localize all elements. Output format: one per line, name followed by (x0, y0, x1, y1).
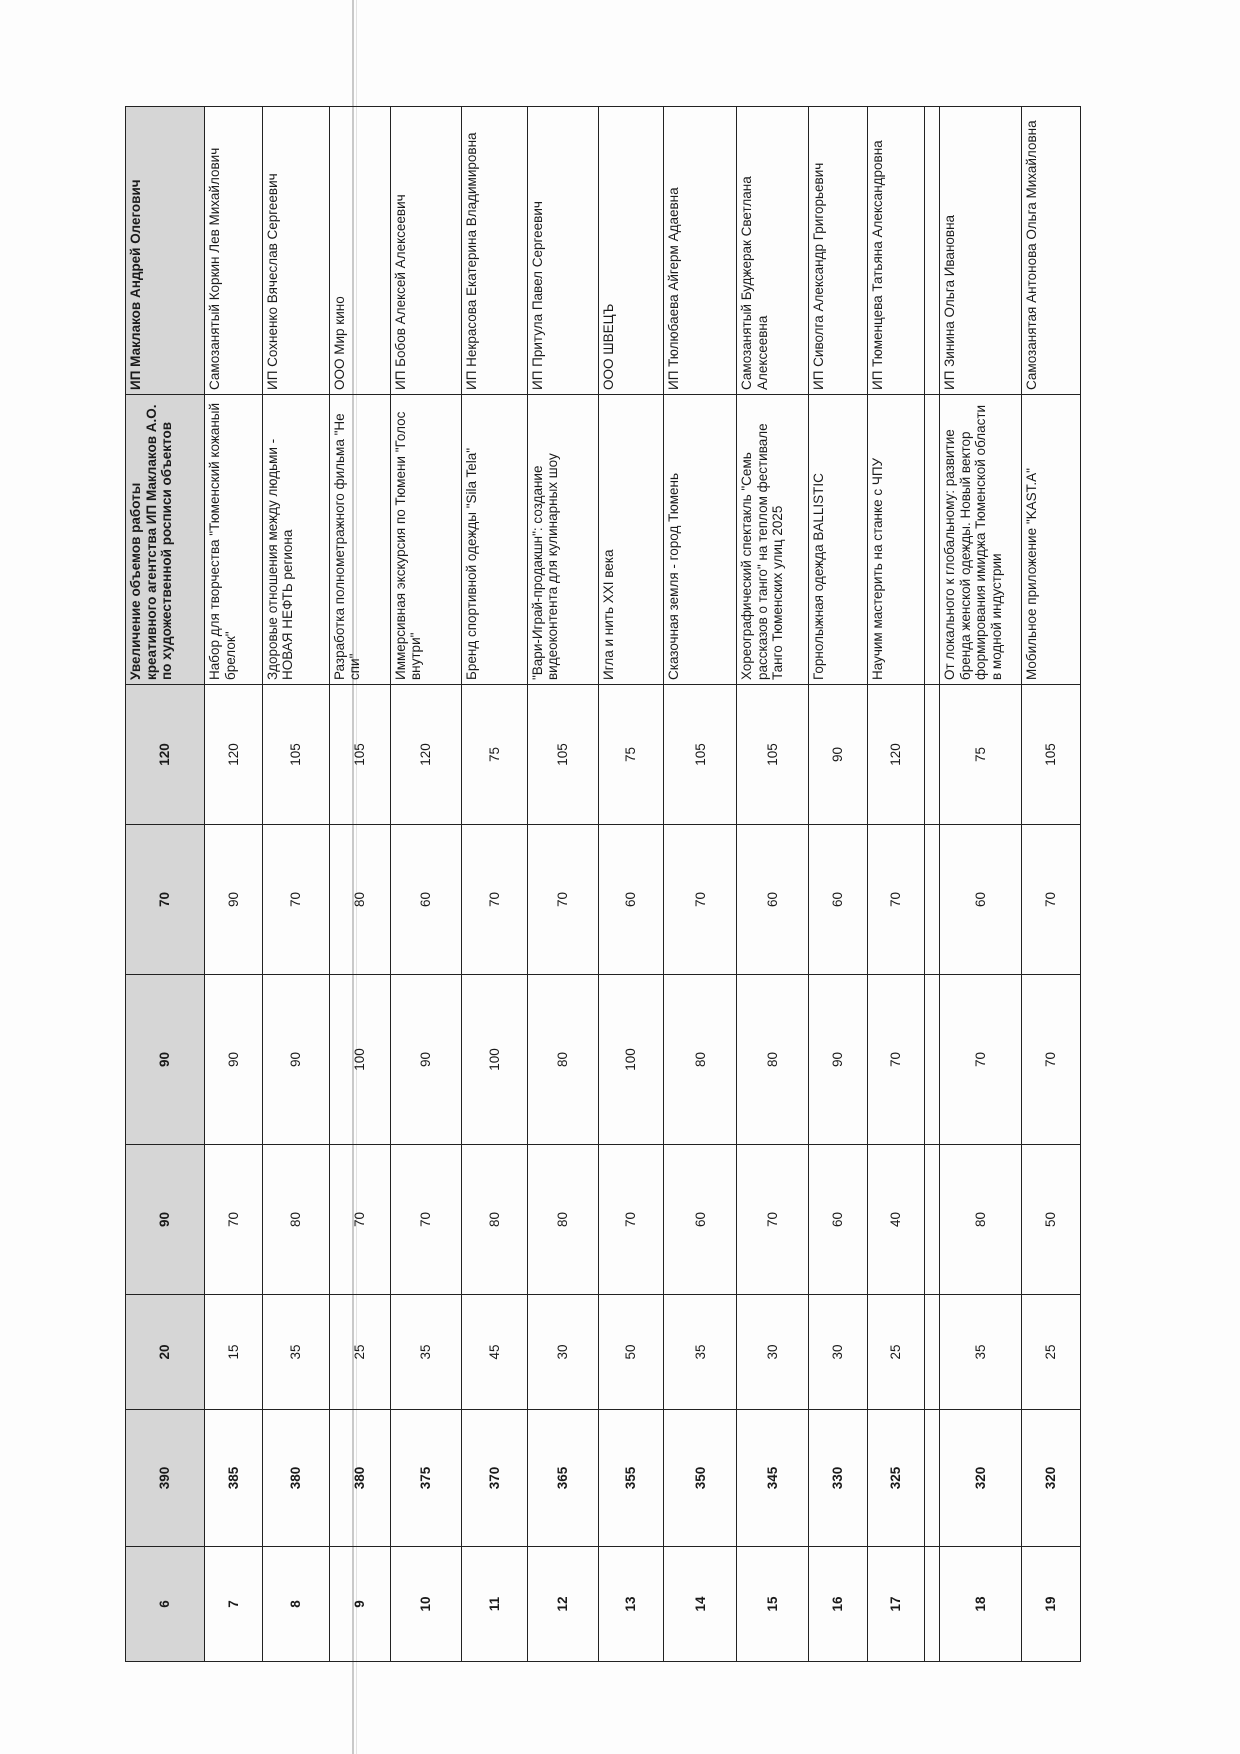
project-title-cell: Мобильное приложение "KAST.A" (1021, 395, 1080, 685)
score-cell: 90 (390, 975, 461, 1145)
score-cell: 30 (527, 1295, 598, 1410)
empty-cell (924, 1547, 939, 1662)
row-number-cell: 15 (737, 1547, 808, 1662)
score-cell: 35 (664, 1295, 737, 1410)
project-title-cell: Игла и нить XXI века (598, 395, 663, 685)
applicant-name-cell: ИП Тюлюбаева Айгерм Адаевна (664, 107, 737, 395)
row-number-cell: 17 (867, 1547, 924, 1662)
score-cell: 70 (867, 825, 924, 975)
row-number-cell: 13 (598, 1547, 663, 1662)
table-row (808, 107, 867, 1662)
score-cell: 60 (737, 825, 808, 975)
score-cell: 120 (126, 685, 205, 825)
project-title-cell: Горнолыжная одежда BALLISTIC (808, 395, 867, 685)
total-score-cell: 365 (527, 1410, 598, 1547)
score-cell: 105 (737, 685, 808, 825)
score-cell: 60 (940, 825, 1022, 975)
score-cell: 105 (329, 685, 390, 825)
row-number-cell: 10 (390, 1547, 461, 1662)
empty-row (924, 107, 939, 1662)
score-cell: 120 (205, 685, 262, 825)
project-title-cell: От локального к глобальному: развитие бренда женской одежды. Новый вектор формирования имиджа Тюменской области в модной индустрии (940, 395, 1022, 685)
row-number-cell: 14 (664, 1547, 737, 1662)
total-score-cell: 355 (598, 1410, 663, 1547)
empty-cell (924, 395, 939, 685)
score-cell: 35 (940, 1295, 1022, 1410)
table-row (598, 107, 663, 1662)
score-cell: 90 (126, 1145, 205, 1295)
score-cell: 80 (462, 1145, 527, 1295)
score-cell: 70 (390, 1145, 461, 1295)
score-cell: 80 (527, 975, 598, 1145)
applicant-name-cell: ИП Притула Павел Сергеевич (527, 107, 598, 395)
project-title-cell: Научим мастерить на станке с ЧПУ (867, 395, 924, 685)
score-cell: 30 (808, 1295, 867, 1410)
rotated-table-wrapper (125, 107, 1081, 1662)
score-cell: 80 (940, 1145, 1022, 1295)
total-score-cell: 375 (390, 1410, 461, 1547)
empty-cell (924, 685, 939, 825)
score-cell: 80 (527, 1145, 598, 1295)
applicant-name-cell: Самозанятая Антонова Ольга Михайловна (1021, 107, 1080, 395)
score-cell: 35 (390, 1295, 461, 1410)
score-cell: 105 (262, 685, 329, 825)
row-number-cell: 18 (940, 1547, 1022, 1662)
score-cell: 70 (598, 1145, 663, 1295)
score-cell: 120 (867, 685, 924, 825)
score-cell: 50 (1021, 1145, 1080, 1295)
total-score-cell: 390 (126, 1410, 205, 1547)
score-cell: 70 (664, 825, 737, 975)
table-row (390, 107, 461, 1662)
score-cell: 40 (867, 1145, 924, 1295)
score-cell: 75 (940, 685, 1022, 825)
score-cell: 80 (329, 825, 390, 975)
score-cell: 70 (737, 1145, 808, 1295)
row-number-cell: 19 (1021, 1547, 1080, 1662)
score-cell: 80 (262, 1145, 329, 1295)
applicant-name-cell: Самозанятый Буджерак Светлана Алексеевна (737, 107, 808, 395)
score-cell: 70 (1021, 825, 1080, 975)
score-cell: 70 (527, 825, 598, 975)
score-cell: 50 (598, 1295, 663, 1410)
score-cell: 100 (329, 975, 390, 1145)
score-cell: 60 (808, 1145, 867, 1295)
row-number-cell: 9 (329, 1547, 390, 1662)
project-title-cell: Разработка полнометражного фильма "Не спи" (329, 395, 390, 685)
row-number-cell: 11 (462, 1547, 527, 1662)
applicant-name-cell: ООО Мир кино (329, 107, 390, 395)
empty-cell (924, 975, 939, 1145)
score-cell: 60 (390, 825, 461, 975)
score-cell: 75 (462, 685, 527, 825)
score-cell: 120 (390, 685, 461, 825)
table-row (664, 107, 737, 1662)
score-cell: 70 (262, 825, 329, 975)
project-title-cell: Сказочная земля - город Тюмень (664, 395, 737, 685)
total-score-cell: 380 (262, 1410, 329, 1547)
project-title-cell: Увеличение объемов работы креативного агентства ИП Маклаков А.О. по художественной росписи объектов (126, 395, 205, 685)
table-row (329, 107, 390, 1662)
total-score-cell: 330 (808, 1410, 867, 1547)
applicant-name-cell: ИП Бобов Алексей Алексеевич (390, 107, 461, 395)
project-title-cell: Бренд спортивной одежды "Sila Tela" (462, 395, 527, 685)
ranking-table (125, 106, 1081, 1662)
table-row (1021, 107, 1080, 1662)
score-cell: 90 (262, 975, 329, 1145)
score-cell: 60 (664, 1145, 737, 1295)
score-cell: 70 (462, 825, 527, 975)
score-cell: 45 (462, 1295, 527, 1410)
score-cell: 70 (329, 1145, 390, 1295)
score-cell: 35 (262, 1295, 329, 1410)
total-score-cell: 320 (940, 1410, 1022, 1547)
project-title-cell: "Вари-Играй-продакшн": создание видеоконтента для кулинарных шоу (527, 395, 598, 685)
score-cell: 20 (126, 1295, 205, 1410)
row-number-cell: 16 (808, 1547, 867, 1662)
table-row (462, 107, 527, 1662)
score-cell: 90 (205, 975, 262, 1145)
project-title-cell: Хореографический спектакль "Семь рассказов о танго" на теплом фестивале Танго Тюменских улиц 2025 (737, 395, 808, 685)
table-row (527, 107, 598, 1662)
empty-cell (924, 107, 939, 395)
table-row (737, 107, 808, 1662)
total-score-cell: 380 (329, 1410, 390, 1547)
score-cell: 90 (205, 825, 262, 975)
row-number-cell: 8 (262, 1547, 329, 1662)
empty-cell (924, 1145, 939, 1295)
project-title-cell: Набор для творчества "Тюменский кожаный брелок" (205, 395, 262, 685)
applicant-name-cell: ИП Маклаков Андрей Олегович (126, 107, 205, 395)
table-row (262, 107, 329, 1662)
score-cell: 25 (1021, 1295, 1080, 1410)
applicant-name-cell: ИП Зинина Ольга Ивановна (940, 107, 1022, 395)
total-score-cell: 370 (462, 1410, 527, 1547)
score-cell: 25 (867, 1295, 924, 1410)
applicant-name-cell: ИП Сиволга Александр Григорьевич (808, 107, 867, 395)
score-cell: 100 (598, 975, 663, 1145)
empty-cell (924, 1410, 939, 1547)
empty-cell (924, 825, 939, 975)
applicant-name-cell: ООО ШВЕЦЪ (598, 107, 663, 395)
table-row (126, 107, 205, 1662)
score-cell: 70 (205, 1145, 262, 1295)
total-score-cell: 325 (867, 1410, 924, 1547)
score-cell: 80 (664, 975, 737, 1145)
score-cell: 80 (737, 975, 808, 1145)
score-cell: 75 (598, 685, 663, 825)
table-row (940, 107, 1022, 1662)
table-row (867, 107, 924, 1662)
score-cell: 100 (462, 975, 527, 1145)
applicant-name-cell: ИП Тюменцева Татьяна Александровна (867, 107, 924, 395)
score-cell: 90 (126, 975, 205, 1145)
score-cell: 25 (329, 1295, 390, 1410)
row-number-cell: 7 (205, 1547, 262, 1662)
project-title-cell: Иммерсивная экскурсия по Тюмени "Голос внутри" (390, 395, 461, 685)
score-cell: 15 (205, 1295, 262, 1410)
score-cell: 60 (808, 825, 867, 975)
score-cell: 70 (126, 825, 205, 975)
applicant-name-cell: ИП Некрасова Екатерина Владимировна (462, 107, 527, 395)
total-score-cell: 385 (205, 1410, 262, 1547)
score-cell: 90 (808, 975, 867, 1145)
project-title-cell: Здоровые отношения между людьми - НОВАЯ НЕФТЬ региона (262, 395, 329, 685)
total-score-cell: 350 (664, 1410, 737, 1547)
score-cell: 70 (867, 975, 924, 1145)
row-number-cell: 12 (527, 1547, 598, 1662)
total-score-cell: 345 (737, 1410, 808, 1547)
empty-cell (924, 1295, 939, 1410)
score-cell: 105 (664, 685, 737, 825)
score-cell: 105 (527, 685, 598, 825)
score-cell: 105 (1021, 685, 1080, 825)
score-cell: 70 (940, 975, 1022, 1145)
score-cell: 30 (737, 1295, 808, 1410)
row-number-cell: 6 (126, 1547, 205, 1662)
applicant-name-cell: Самозанятый Коркин Лев Михайлович (205, 107, 262, 395)
table-row (205, 107, 262, 1662)
score-cell: 90 (808, 685, 867, 825)
table-body (126, 107, 1081, 1662)
total-score-cell: 320 (1021, 1410, 1080, 1547)
score-cell: 70 (1021, 975, 1080, 1145)
applicant-name-cell: ИП Сохненко Вячеслав Сергеевич (262, 107, 329, 395)
score-cell: 60 (598, 825, 663, 975)
